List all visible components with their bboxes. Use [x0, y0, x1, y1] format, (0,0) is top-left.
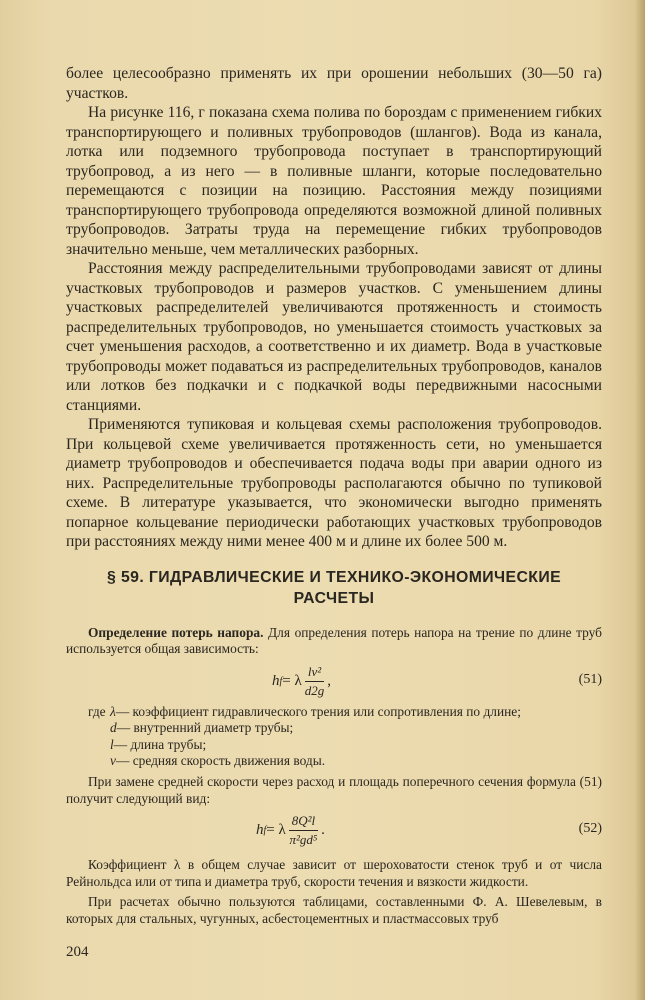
definition-text: — длина трубы; — [113, 736, 207, 752]
definitions-list — [66, 704, 602, 770]
formula-52-eq: = λ — [266, 822, 286, 839]
formula-51-tail: , — [327, 672, 332, 689]
section-heading-line2: РАСЧЕТЫ — [293, 589, 375, 607]
definition-text: — внутренний диаметр трубы; — [116, 720, 294, 736]
formula-52 — [66, 807, 602, 853]
paragraph-replace: При замене средней скорости через расход и площадь поперечного сечения формула (51) получит следующий вид: — [66, 774, 602, 806]
formula-51-lhs: h — [272, 672, 280, 689]
formula-51-numerator: lv² — [305, 664, 324, 682]
section-heading — [66, 567, 602, 609]
definition-row — [66, 704, 602, 721]
definition-item — [110, 704, 521, 721]
definition-text: — коэффициент гидравлического трения или сопротивления по длине; — [115, 703, 521, 719]
formula-51-eq: = λ — [282, 672, 302, 689]
formula-52-tail: . — [321, 822, 325, 839]
definition-item — [110, 720, 293, 737]
definition-symbol: l — [110, 736, 114, 752]
formula-52-numerator: 8Q²l — [289, 813, 318, 831]
paragraph-distances: Расстояния между распределительными трубопроводами зависят от длины участковых трубопроводов и размеров участков. С уменьшением длины участковых распределителей увеличиваются протяженность и стоимость распределительных трубопроводов, но уменьшается стоимость участковых за счет уменьшения расходов, а соответственно и их диаметр. Вода в участковые трубопроводы может подаваться из распределительных трубопроводов, каналов или лотков без подкачки и с подкачкой воды передвижными насосными станциями. — [66, 260, 602, 414]
paragraph-headloss-text: Для определения потерь напора на трение по длине труб используется общая зависимость: — [66, 624, 602, 657]
formula-52-lhs-sub: f — [263, 825, 267, 837]
paragraph-tables: При расчетах обычно пользуются таблицами, составленными Ф. А. Шевелевым, в которых для стальных, чугунных, асбестоцементных и пластмассовых труб — [66, 894, 602, 927]
definition-item — [110, 753, 325, 770]
definition-symbol: d — [110, 720, 117, 736]
page-content — [66, 64, 602, 928]
definition-text: — средняя скорость движения воды. — [115, 753, 326, 769]
formula-52-expression — [256, 813, 325, 848]
section-heading-line1: § 59. ГИДРАВЛИЧЕСКИЕ И ТЕХНИКО-ЭКОНОМИЧЕСКИЕ — [106, 568, 562, 586]
definition-row — [66, 753, 602, 770]
definition-item — [110, 737, 206, 754]
definition-symbol: v — [110, 753, 116, 769]
definitions-where: где — [88, 703, 106, 719]
formula-51 — [66, 658, 602, 704]
definition-row — [66, 720, 602, 737]
formula-51-lhs-sub: f — [279, 675, 283, 687]
paragraph-lambda: Коэффициент λ в общем случае зависит от шероховатости стенок труб и от числа Рейнольдса или от типа и диаметра труб, скорости течения и вязкости жидкости. — [66, 857, 602, 889]
formula-52-lhs: h — [256, 822, 264, 839]
paragraph-headloss — [66, 625, 602, 658]
formula-52-fraction — [289, 813, 318, 848]
paragraph-figure-116: На рисунке 116, г показана схема полива по бороздам с применением гибких транспортирующего и поливных трубопроводов (шлангов). Вода из канала, лотка или подземного трубопровода поступает в транспортирующий трубопровод, а из него — в поливные шланги, которые последовательно перемещаются с позиции на позицию. Расстояния между позициями транспортирующего трубопровода определяются возможной длиной поливных трубопроводов. Затраты труда на перемещение гибких трубопроводов значительно меньше, чем металлических разборных. — [66, 104, 602, 258]
definition-row — [66, 737, 602, 754]
formula-52-denominator: π²gd⁵ — [289, 832, 318, 848]
formula-51-denominator: d2g — [304, 682, 325, 698]
page-number: 204 — [66, 944, 89, 960]
formula-51-number: (51) — [578, 671, 602, 687]
page-edge-shadow — [635, 0, 645, 1000]
formula-51-expression — [272, 664, 331, 699]
paragraph-continuation: более целесообразно применять их при орошении небольших (30—50 га) участков. — [66, 65, 602, 102]
formula-52-number: (52) — [578, 821, 602, 837]
definition-symbol: λ — [110, 703, 116, 719]
runin-heading: Определение потерь напора. — [88, 624, 264, 640]
formula-51-fraction — [305, 664, 325, 699]
paragraph-schemes: Применяются тупиковая и кольцевая схемы расположения трубопроводов. При кольцевой схеме увеличивается протяженность сети, но уменьшается диаметр трубопроводов и обеспечивается подача воды при аварии одного из них. Распределительные трубопроводы располагаются обычно по тупиковой схеме. В литературе указывается, что экономически выгодно применять попарное кольцевание периодически работающих участковых трубопроводов при расстояниях между ними менее 400 м и длине их более 500 м. — [66, 416, 602, 550]
